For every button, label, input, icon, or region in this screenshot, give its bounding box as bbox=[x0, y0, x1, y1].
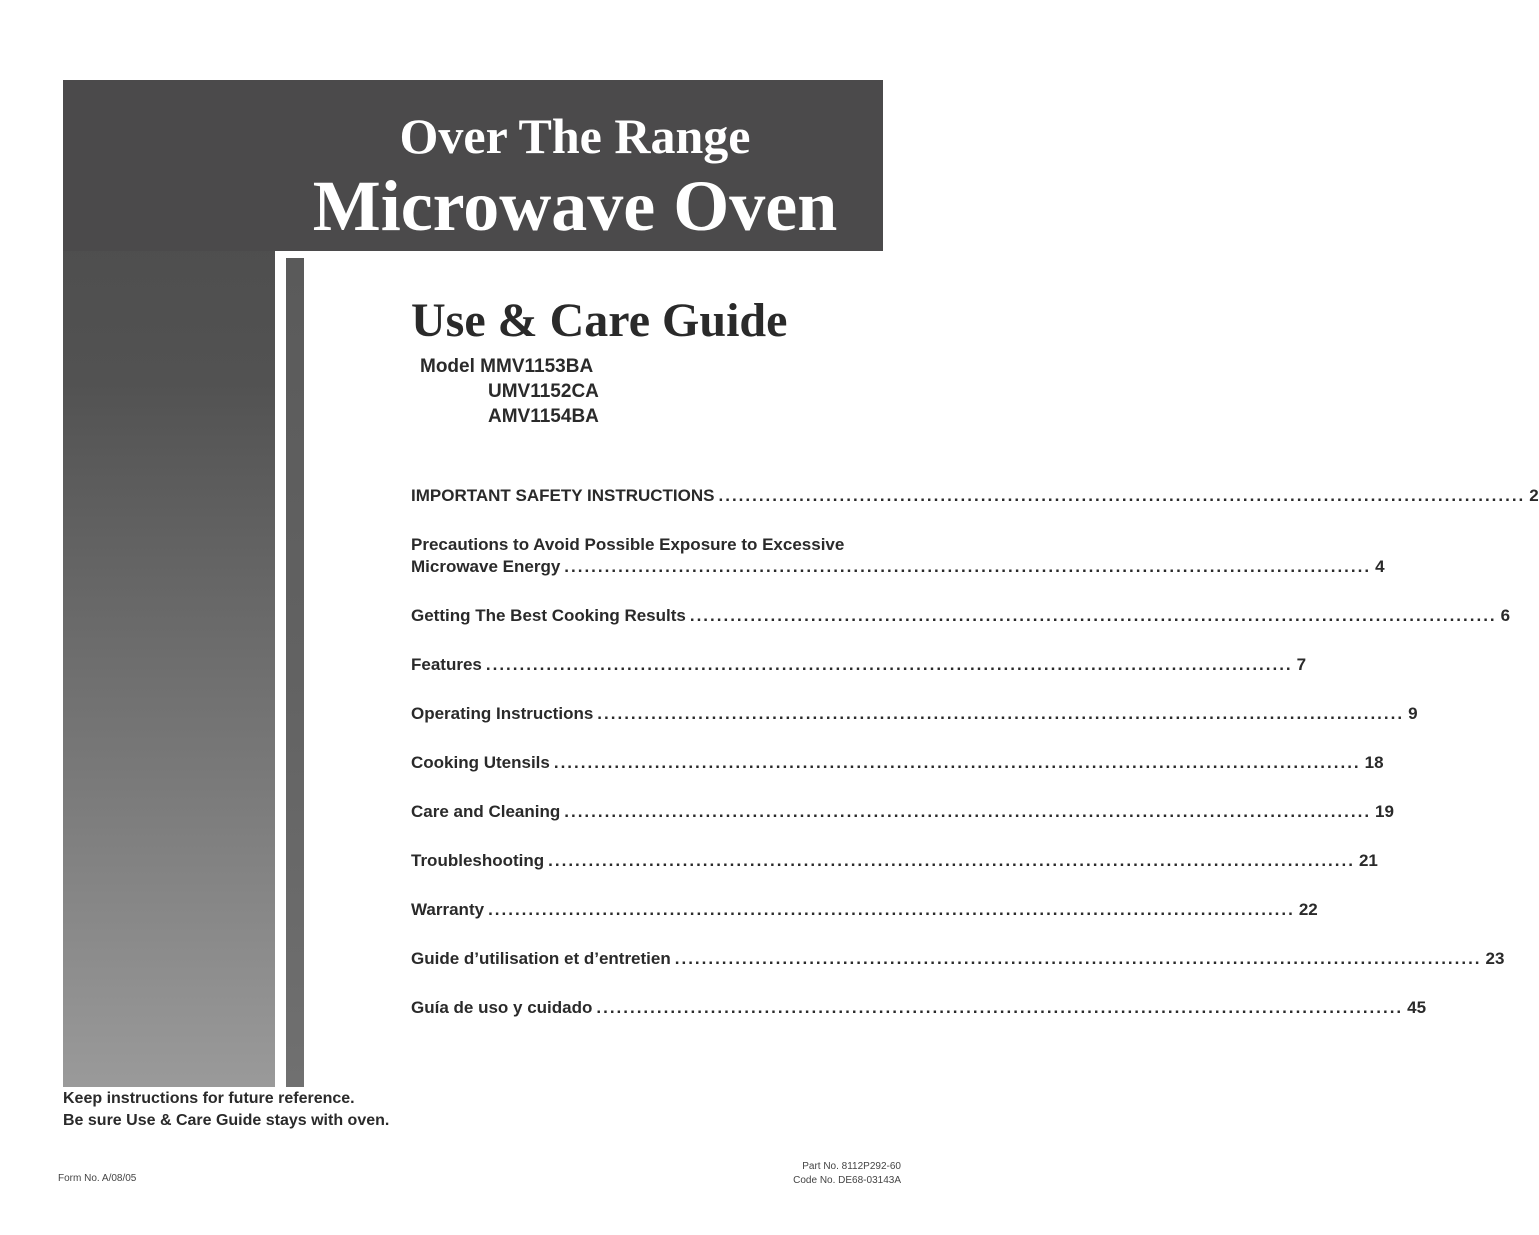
vertical-stripe bbox=[286, 258, 304, 1087]
toc-item-warranty: Warranty ........................................................................................................................ 22 bbox=[411, 900, 1318, 919]
model-row bbox=[420, 354, 599, 379]
toc-page: 45 bbox=[1407, 998, 1427, 1017]
toc-item-operating: Operating Instructions ........................................................................................................................ 9 bbox=[411, 704, 1418, 723]
toc-page: 23 bbox=[1485, 949, 1505, 968]
toc-page: 4 bbox=[1375, 557, 1385, 576]
model-row bbox=[420, 404, 599, 429]
toc-label: Cooking Utensils bbox=[411, 753, 550, 772]
toc-page: 22 bbox=[1298, 900, 1318, 919]
toc-item-spanish-guide: Guía de uso y cuidado ........................................................................................................................ 45 bbox=[411, 998, 1427, 1017]
toc-label: Warranty bbox=[411, 900, 485, 919]
code-number: Code No. DE68-03143A bbox=[793, 1175, 901, 1186]
toc-item-cooking-results: Getting The Best Cooking Results ........................................................................................................................ 6 bbox=[411, 606, 1511, 625]
footer-note-line: Be sure Use & Care Guide stays with oven. bbox=[63, 1112, 390, 1129]
title-over-the-range: Over The Range bbox=[399, 108, 751, 164]
part-code-numbers bbox=[793, 1160, 901, 1188]
part-number: Part No. 8112P292-60 bbox=[802, 1161, 901, 1172]
toc-item-care-cleaning: Care and Cleaning ........................................................................................................................ 19 bbox=[411, 802, 1394, 821]
model-number: AMV1154BA bbox=[488, 406, 599, 427]
toc-item-utensils: Cooking Utensils ........................................................................................................................ 18 bbox=[411, 753, 1384, 772]
model-list bbox=[420, 354, 599, 429]
guide-title: Use & Care Guide bbox=[411, 294, 788, 347]
model-number: MMV1153BA bbox=[480, 356, 594, 377]
toc-label: Features bbox=[411, 655, 482, 674]
toc-label: Guía de uso y cuidado bbox=[411, 998, 593, 1017]
footer-note bbox=[63, 1088, 389, 1132]
title-microwave-oven: Microwave Oven bbox=[312, 166, 838, 246]
footer-note-line: Keep instructions for future reference. bbox=[63, 1090, 355, 1107]
toc-item-features: Features ........................................................................................................................ 7 bbox=[411, 655, 1307, 674]
toc-page: 21 bbox=[1358, 851, 1378, 870]
toc-label: Microwave Energy bbox=[411, 557, 561, 576]
toc-label: Operating Instructions bbox=[411, 704, 594, 723]
model-row bbox=[420, 379, 599, 404]
toc-item-precautions: Precautions to Avoid Possible Exposure to Excessive Microwave Energy ........................................................................................................................ 4 bbox=[411, 535, 1385, 576]
toc-page: 6 bbox=[1500, 606, 1511, 625]
toc-label: Troubleshooting bbox=[411, 851, 545, 870]
toc-label: Care and Cleaning bbox=[411, 802, 561, 821]
toc-label-line1: Precautions to Avoid Possible Exposure to Excessive bbox=[411, 535, 845, 554]
toc-page: 2 bbox=[1529, 486, 1539, 505]
toc-item-troubleshooting: Troubleshooting ........................................................................................................................ 21 bbox=[411, 851, 1378, 870]
toc-label: Guide d’utilisation et d’entretien bbox=[411, 949, 671, 968]
form-number: Form No. A/08/05 bbox=[58, 1173, 137, 1184]
toc-page: 9 bbox=[1408, 704, 1418, 723]
toc-page: 7 bbox=[1296, 655, 1307, 674]
toc-page: 18 bbox=[1364, 753, 1384, 772]
toc-item-safety: IMPORTANT SAFETY INSTRUCTIONS ........................................................................................................................ 2 bbox=[411, 486, 1539, 505]
toc-label: Getting The Best Cooking Results bbox=[411, 606, 686, 625]
toc-label: IMPORTANT SAFETY INSTRUCTIONS bbox=[411, 486, 715, 505]
toc-page: 19 bbox=[1375, 802, 1394, 821]
model-number: UMV1152CA bbox=[488, 381, 599, 402]
model-label: Model bbox=[420, 356, 475, 377]
toc-item-french-guide: Guide d’utilisation et d’entretien ........................................................................................................................ 23 bbox=[411, 949, 1505, 968]
